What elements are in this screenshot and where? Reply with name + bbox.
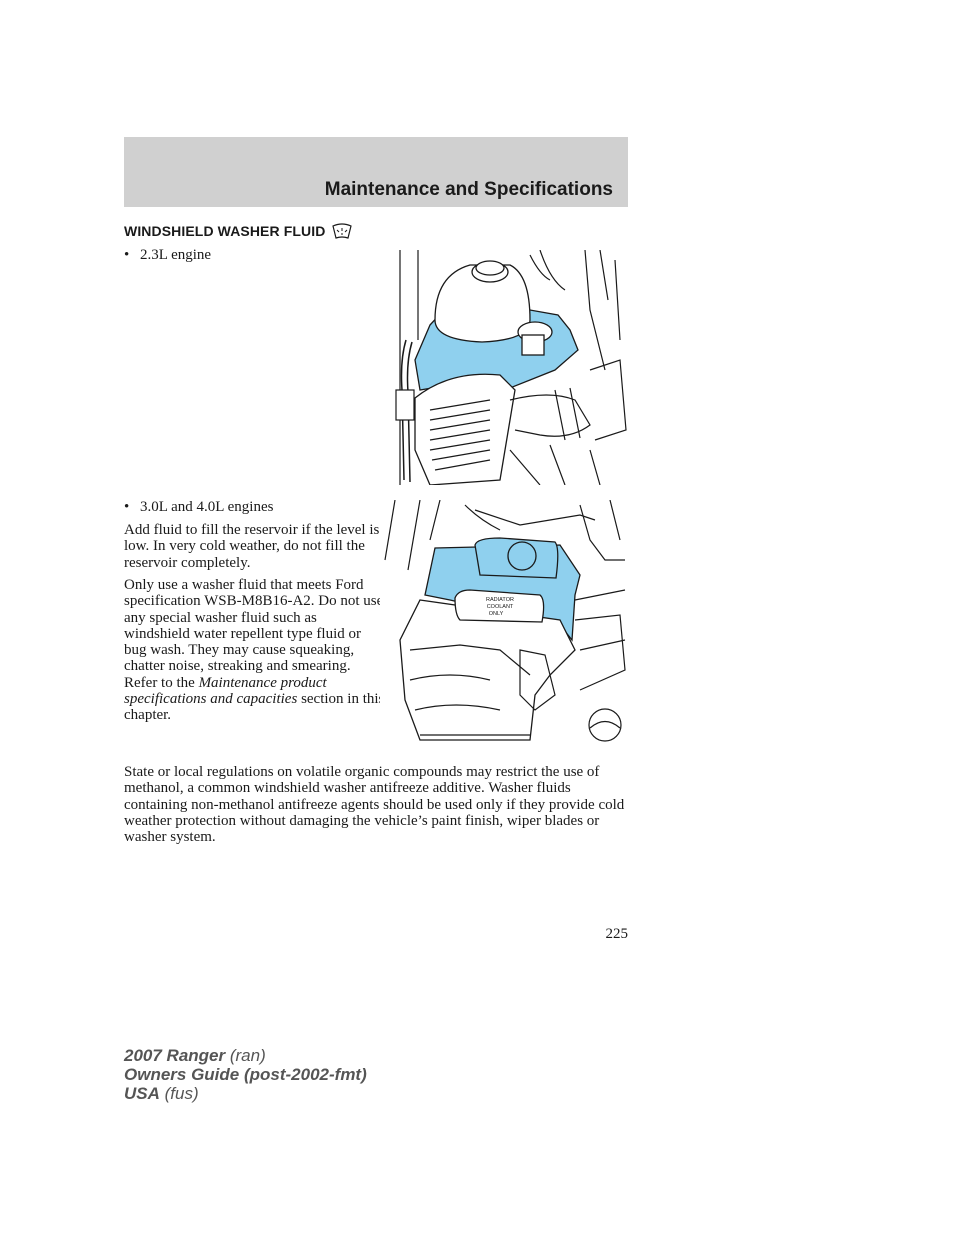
bullet-engine-1: • 2.3L engine [124,247,212,263]
paragraph-washer-fluid-spec [124,577,386,724]
paragraph-washer-fluid-spec-end: section in this chapter. [124,691,385,724]
bullet-engine-2: • 3.0L and 4.0L engines [124,499,274,515]
footer-guide: Owners Guide (post-2002-fmt) [124,1065,367,1084]
radiator-label-line1: RADIATOR [486,597,514,603]
footer-market-code: (fus) [159,1084,199,1103]
paragraph-add-fluid: Add fluid to fill the reservoir if the level is low. In very cold weather, do not fill the reservoir completely. [124,522,380,571]
footer [124,1046,367,1103]
capacities-section-reference: Maintenance product specifications and capacities [124,674,327,708]
section-heading-text: WINDSHIELD WASHER FLUID [124,223,326,239]
page-title: Maintenance and Specifications [324,179,613,200]
paragraph-washer-fluid-spec-text: Only use a washer fluid that meets Ford specification WSB-M8B16-A2. Do not use any special washer fluid such as windshield water repellent type fluid or bug wash. They may cause squeaking, chatter noise, streaking and smearing. Refer to the [124,577,384,691]
footer-line-2 [124,1065,367,1084]
footer-market: USA [124,1084,160,1103]
footer-model-code: (ran) [225,1046,266,1065]
engine-3-0l-4-0l-illustration [380,500,630,750]
paragraph-methanol-regulations: State or local regulations on volatile organic compounds may restrict the use of methanol, a common windshield washer antifreeze additive. Washer fluids containing non-methanol antifreeze agents should be used only if they provide cold weather protection without damaging the vehicle’s paint finish, wiper blades or washer system. [124,764,625,846]
footer-model: 2007 Ranger [124,1046,226,1065]
windshield-washer-icon [331,222,353,240]
header-band [124,137,628,207]
radiator-label-line2: COOLANT [486,604,514,610]
engine-2-3l-illustration [390,250,628,485]
bullet-engine-2-text: 3.0L and 4.0L engines [140,499,274,515]
footer-line-1 [124,1046,367,1065]
radiator-label-line3: ONLY [488,611,504,617]
page-number: 225 [605,926,628,942]
section-heading [124,222,353,240]
bullet-engine-1-text: 2.3L engine [140,247,212,263]
footer-line-3 [124,1084,367,1103]
